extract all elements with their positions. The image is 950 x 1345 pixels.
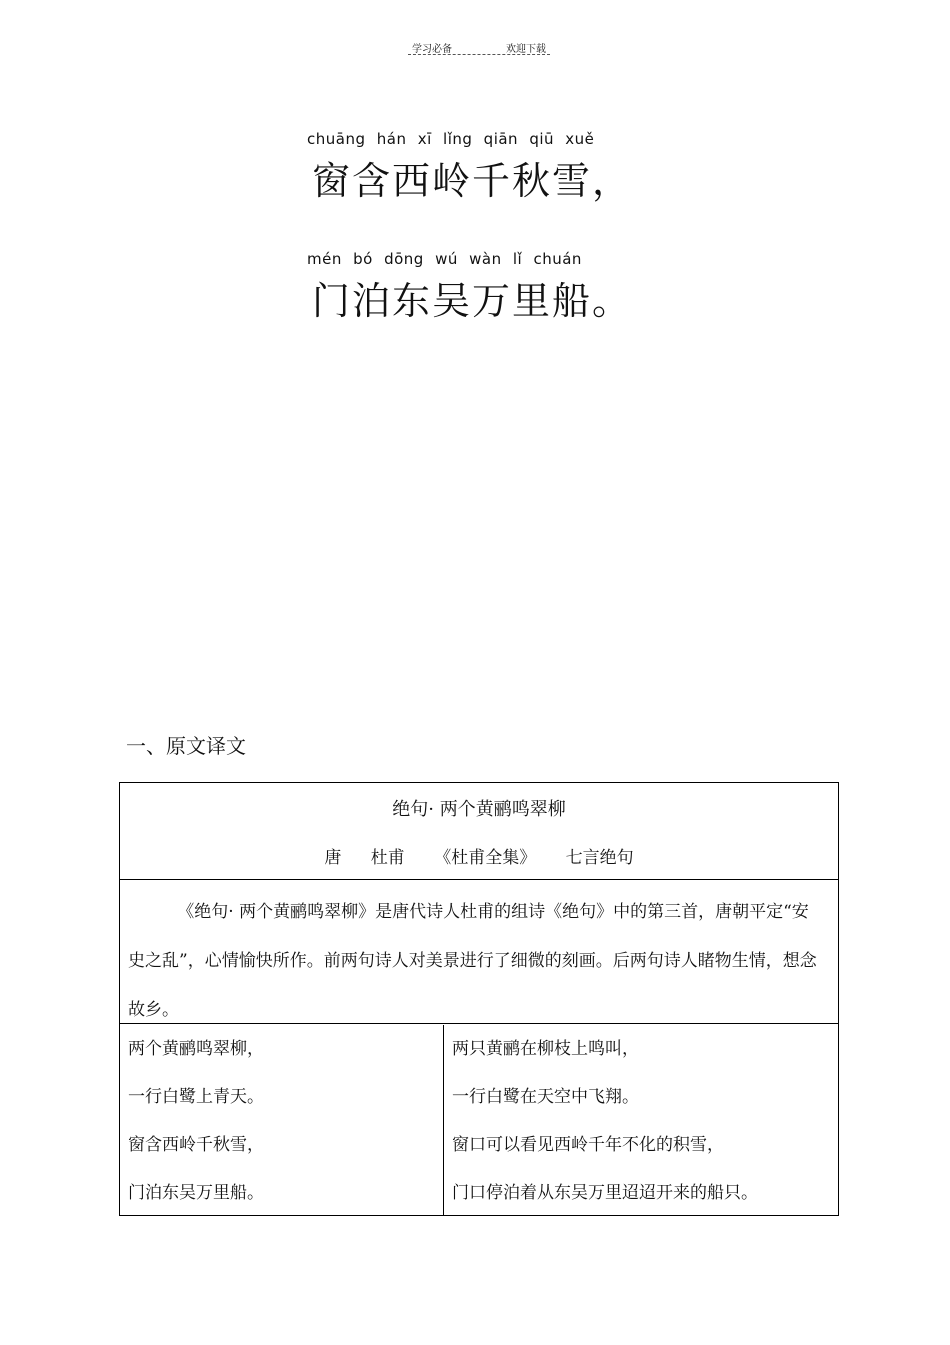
header-left-text: 学习必备 (412, 44, 452, 55)
translation-column (444, 1025, 838, 1215)
poem-title: 绝句· 两个黄鹂鸣翠柳 (392, 799, 566, 820)
section-title: 一、原文译文 (126, 734, 246, 758)
translation-line: 窗口可以看见西岭千年不化的积雪， (452, 1135, 724, 1155)
translation-line: 门口停泊着从东吴万里迢迢开来的船只。 (452, 1183, 758, 1203)
original-line: 两个黄鹂鸣翠柳， (128, 1039, 264, 1059)
poem-intro (120, 880, 838, 1024)
page-header (408, 38, 550, 55)
table-header (120, 783, 838, 880)
poem-line-1: 窗含西岭千秋雪， (312, 159, 633, 203)
poem-meta (120, 843, 838, 868)
translation-line: 两只黄鹂在柳枝上鸣叫， (452, 1039, 639, 1059)
table-body (120, 1025, 838, 1215)
original-line: 一行白鹭上青天。 (128, 1087, 264, 1107)
poem-dynasty: 唐 (324, 848, 342, 868)
original-line: 窗含西岭千秋雪， (128, 1135, 264, 1155)
original-line: 门泊东吴万里船。 (128, 1183, 264, 1203)
original-column (120, 1025, 444, 1215)
poem-line-2: 门泊东吴万里船。 (312, 279, 633, 323)
poem-author: 杜甫 (370, 848, 405, 868)
pinyin-line-1: chuāng hán xī lǐng qiān qiū xuě (307, 130, 595, 148)
pinyin-line-2: mén bó dōng wú wàn lǐ chuán (307, 250, 582, 268)
poem-form: 七言绝句 (565, 848, 634, 868)
header-right-text: 欢迎下载 (506, 44, 546, 55)
intro-text: 《绝句· 两个黄鹂鸣翠柳》是唐代诗人杜甫的组诗《绝句》中的第三首，唐朝平定“安史之乱”，心情愉快所作。前两句诗人对美景进行了细微的刻画。后两句诗人睹物生情，想念故乡。 (128, 902, 817, 1020)
poem-table (119, 782, 839, 1216)
translation-line: 一行白鹭在天空中飞翔。 (452, 1087, 639, 1107)
poem-collection: 《杜甫全集》 (434, 848, 537, 868)
